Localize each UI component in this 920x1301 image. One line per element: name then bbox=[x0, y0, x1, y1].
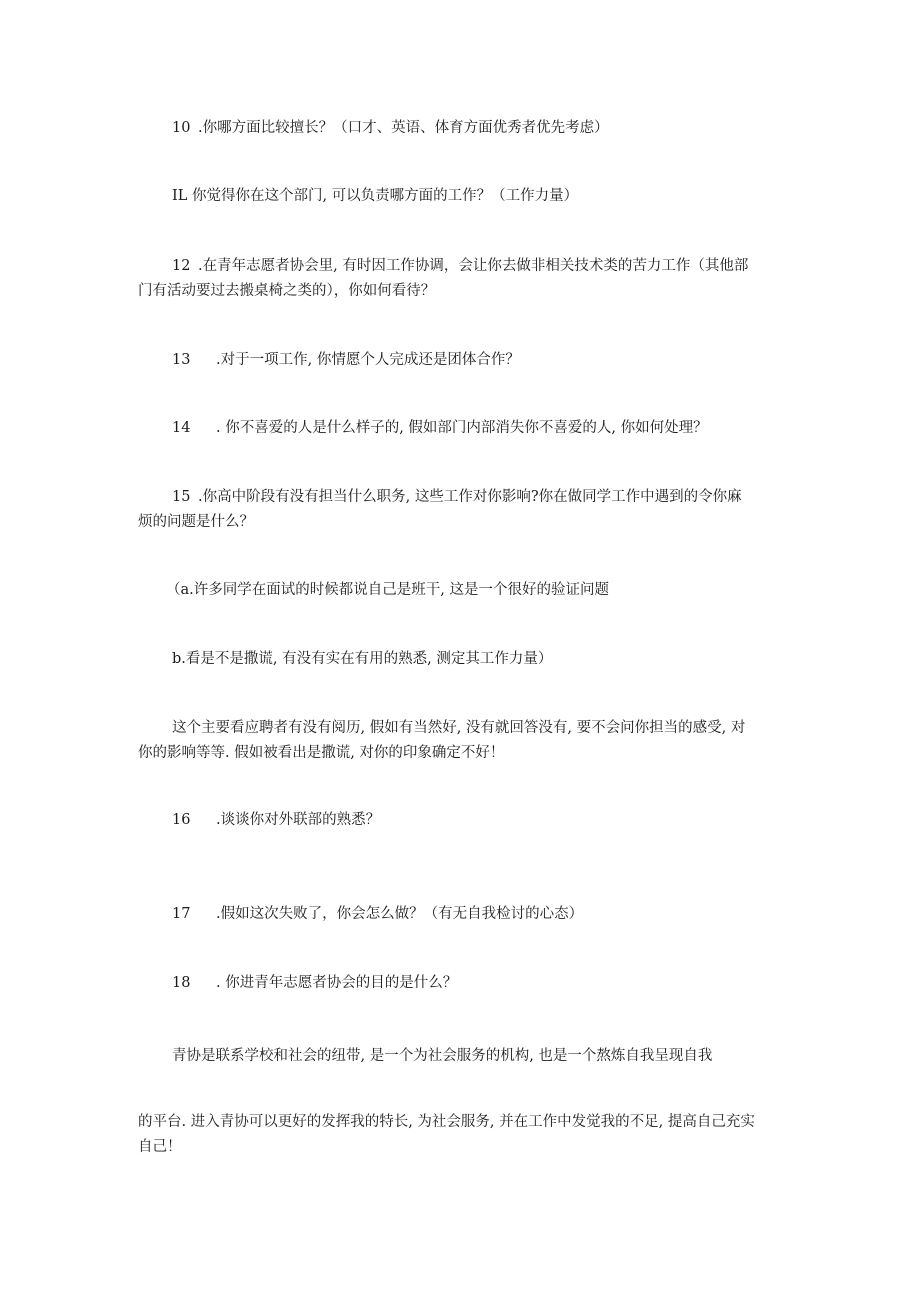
q16-text: .谈谈你对外联部的熟悉？ bbox=[216, 812, 381, 828]
q12-number: 12 bbox=[172, 258, 191, 274]
q13-number: 13 bbox=[172, 352, 191, 368]
q15-number: 15 bbox=[172, 489, 191, 505]
note-c-line1: 这个主要看应聘者有没有阅历, 假如有当然好, 没有就回答没有, 要不会问你担当的感受, 对 bbox=[172, 720, 746, 736]
q12-text-line2: 门有活动要过去搬桌椅之类的），你如何看待？ bbox=[138, 283, 436, 299]
q18-number: 18 bbox=[172, 975, 191, 991]
q15-text-line2: 烦的问题是什么？ bbox=[138, 514, 254, 530]
q11-text: IL 你觉得你在这个部门, 可以负责哪方面的工作？（工作力量） bbox=[172, 188, 579, 204]
q10-number: 10 bbox=[172, 120, 191, 136]
answer-line1: 青协是联系学校和社会的纽带, 是一个为社会服务的机构, 也是一个熬炼自我呈现自我 bbox=[172, 1048, 713, 1064]
q13-text: .对于一项工作, 你情愿个人完成还是团体合作？ bbox=[216, 352, 520, 368]
note-a: （a.许多同学在面试的时候都说自己是班干, 这是一个很好的验证问题 bbox=[166, 582, 609, 598]
q14-text: . 你不喜爱的人是什么样子的, 假如部门内部消失你不喜爱的人, 你如何处理？ bbox=[216, 420, 708, 436]
note-c-line2: 你的影响等等. 假如被看出是撒谎, 对你的印象确定不好！ bbox=[138, 745, 505, 761]
answer-line3: 自己！ bbox=[138, 1139, 182, 1155]
note-b: b.看是不是撒谎, 有没有实在有用的熟悉, 测定其工作力量） bbox=[172, 651, 553, 667]
q12-text-line1: .在青年志愿者协会里, 有时因工作协调，会让你去做非相关技术类的苦力工作（其他部 bbox=[198, 258, 749, 274]
q16-number: 16 bbox=[172, 812, 191, 828]
q17-text: .假如这次失败了，你会怎么做？（有无自我检讨的心态） bbox=[216, 906, 584, 922]
q15-text-line1: .你高中阶段有没有担当什么职务, 这些工作对你影响?你在做同学工作中遇到的令你麻 bbox=[198, 489, 742, 505]
q10-text: .你哪方面比较擅长？（口才、英语、体育方面优秀者优先考虑） bbox=[198, 120, 609, 136]
q17-number: 17 bbox=[172, 906, 191, 922]
q18-text: . 你进青年志愿者协会的目的是什么？ bbox=[216, 975, 458, 991]
answer-line2: 的平台. 进入青协可以更好的发挥我的特长, 为社会服务, 并在工作中发觉我的不足, 提高自己充实 bbox=[138, 1114, 755, 1130]
q14-number: 14 bbox=[172, 420, 191, 436]
